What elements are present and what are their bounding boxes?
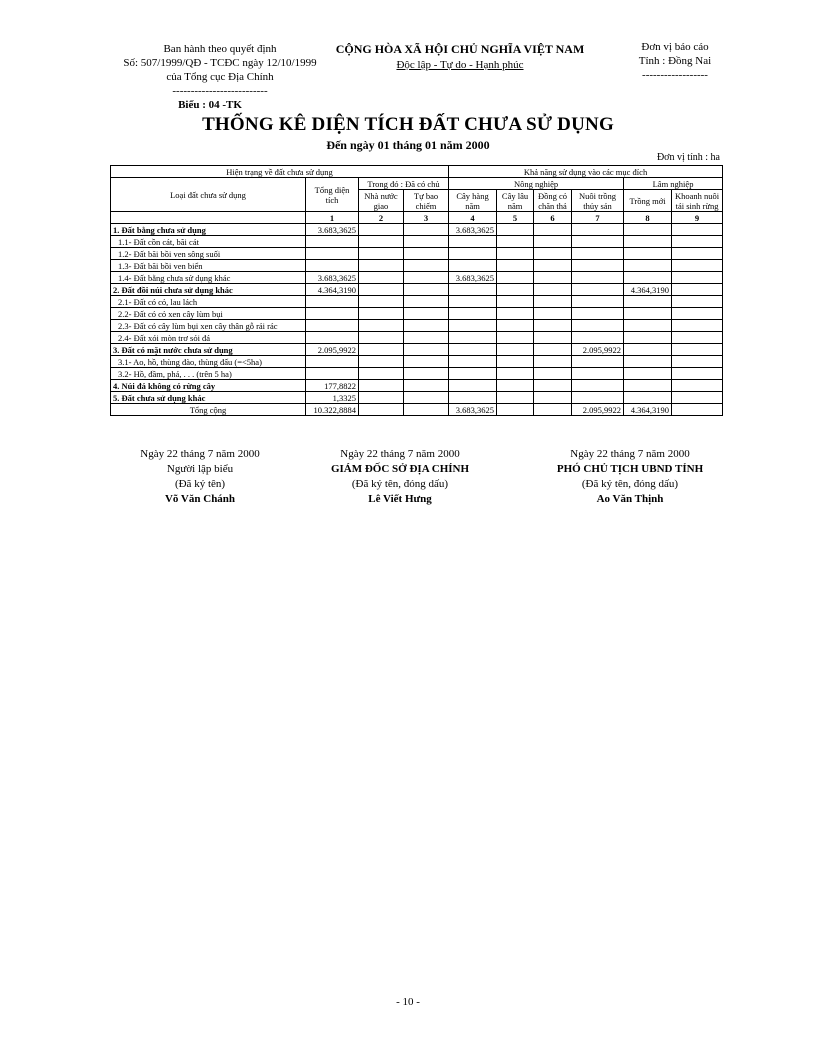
cell-col-3 xyxy=(404,344,449,356)
row-label: 4. Núi đá không có rừng cây xyxy=(111,380,306,392)
cell-col-8 xyxy=(624,224,672,236)
page-subtitle: Đến ngày 01 tháng 01 năm 2000 xyxy=(326,138,490,152)
col-num: 9 xyxy=(672,212,723,224)
cell-col-6 xyxy=(534,284,572,296)
issuance-line-3: của Tổng cục Địa Chính xyxy=(166,71,274,83)
cell-col-8: 4.364,3190 xyxy=(624,404,672,416)
col-regen-header: Khoanh nuôi tái sinh rừng xyxy=(672,190,723,212)
page-title: THỐNG KÊ DIỆN TÍCH ĐẤT CHƯA SỬ DỤNG xyxy=(202,114,614,135)
col-total-header: Tổng diện tích xyxy=(306,178,359,212)
cell-col-8 xyxy=(624,308,672,320)
cell-col-8 xyxy=(624,248,672,260)
col-state-header: Nhà nước giao xyxy=(359,190,404,212)
total-row xyxy=(111,404,723,416)
cell-col-9 xyxy=(672,248,723,260)
row-label: 1.3- Đất bãi bồi ven biển xyxy=(111,260,306,272)
cell-col-1 xyxy=(306,236,359,248)
header-row-groups xyxy=(111,166,723,178)
cell-col-1 xyxy=(306,308,359,320)
cell-col-7 xyxy=(572,380,624,392)
province-label: Tỉnh : Đồng Nai xyxy=(638,55,712,67)
cell-col-1 xyxy=(306,296,359,308)
cell-col-2 xyxy=(359,344,404,356)
cell-col-8 xyxy=(624,320,672,332)
row-label: 2.1- Đất có cỏ, lau lách xyxy=(111,296,306,308)
col-num: 6 xyxy=(534,212,572,224)
row-label: 1. Đất bằng chưa sử dụng xyxy=(111,224,306,236)
cell-col-4 xyxy=(449,260,497,272)
cell-col-3 xyxy=(404,272,449,284)
row-label: 3.1- Ao, hồ, thùng đào, thùng đấu (=<5ha) xyxy=(111,356,306,368)
signature-note: (Đã ký tên) xyxy=(174,478,226,490)
cell-col-4 xyxy=(449,236,497,248)
cell-col-5 xyxy=(497,224,534,236)
cell-col-2 xyxy=(359,236,404,248)
cell-col-2 xyxy=(359,272,404,284)
table-row xyxy=(111,356,723,368)
cell-col-8 xyxy=(624,236,672,248)
cell-col-2 xyxy=(359,404,404,416)
cell-col-7 xyxy=(572,260,624,272)
cell-col-9 xyxy=(672,368,723,380)
cell-col-9 xyxy=(672,308,723,320)
cell-col-2 xyxy=(359,356,404,368)
signature-role: GIÁM ĐỐC SỞ ĐỊA CHÍNH xyxy=(330,463,470,475)
col-perennial-header: Cây lâu năm xyxy=(497,190,534,212)
cell-col-7 xyxy=(572,272,624,284)
table-row xyxy=(111,344,723,356)
cell-col-8 xyxy=(624,344,672,356)
cell-col-2 xyxy=(359,260,404,272)
row-label: 2.2- Đất có cỏ xen cây lùm bụi xyxy=(111,308,306,320)
cell-col-9 xyxy=(672,356,723,368)
cell-col-5 xyxy=(497,296,534,308)
cell-col-6 xyxy=(534,332,572,344)
cell-col-2 xyxy=(359,308,404,320)
cell-col-3 xyxy=(404,404,449,416)
cell-col-7 xyxy=(572,392,624,404)
cell-col-5 xyxy=(497,308,534,320)
table-row xyxy=(111,272,723,284)
cell-col-8 xyxy=(624,260,672,272)
cell-col-9 xyxy=(672,392,723,404)
row-label: Tổng cộng xyxy=(111,404,306,416)
table-row xyxy=(111,260,723,272)
col-num: 2 xyxy=(359,212,404,224)
cell-col-2 xyxy=(359,248,404,260)
cell-col-5 xyxy=(497,344,534,356)
cell-col-5 xyxy=(497,368,534,380)
issuance-dashes: -------------------------- xyxy=(172,85,268,97)
cell-col-5 xyxy=(497,272,534,284)
cell-col-3 xyxy=(404,320,449,332)
cell-col-7 xyxy=(572,332,624,344)
table-row xyxy=(111,236,723,248)
cell-col-4: 3.683,3625 xyxy=(449,272,497,284)
cell-col-9 xyxy=(672,272,723,284)
col-num: 4 xyxy=(449,212,497,224)
cell-col-4: 3.683,3625 xyxy=(449,224,497,236)
col-num: 5 xyxy=(497,212,534,224)
cell-col-8 xyxy=(624,296,672,308)
cell-col-1: 10.322,8884 xyxy=(306,404,359,416)
cell-col-9 xyxy=(672,404,723,416)
cell-col-7 xyxy=(572,248,624,260)
cell-col-4 xyxy=(449,356,497,368)
cell-col-3 xyxy=(404,308,449,320)
issuance-block xyxy=(100,42,340,98)
land-statistics-table xyxy=(110,165,723,416)
cell-col-6 xyxy=(534,392,572,404)
table-row xyxy=(111,296,723,308)
group-assigned-header: Trong đó : Đã có chủ xyxy=(359,178,449,190)
cell-col-4 xyxy=(449,392,497,404)
cell-col-1: 4.364,3190 xyxy=(306,284,359,296)
signature-name: Võ Văn Chánh xyxy=(164,493,236,505)
cell-col-6 xyxy=(534,308,572,320)
cell-col-4 xyxy=(449,320,497,332)
cell-col-3 xyxy=(404,224,449,236)
cell-col-6 xyxy=(534,344,572,356)
table-row xyxy=(111,380,723,392)
reporting-unit-dashes: ------------------ xyxy=(642,69,708,81)
cell-col-1 xyxy=(306,368,359,380)
issuance-line-1: Ban hành theo quyết định xyxy=(163,43,277,55)
cell-col-5 xyxy=(497,248,534,260)
cell-col-3 xyxy=(404,296,449,308)
cell-col-5 xyxy=(497,380,534,392)
column-number-row xyxy=(111,212,723,224)
cell-col-4 xyxy=(449,344,497,356)
signature-note: (Đã ký tên, đóng dấu) xyxy=(581,478,679,490)
cell-col-7 xyxy=(572,368,624,380)
row-label: 5. Đất chưa sử dụng khác xyxy=(111,392,306,404)
cell-col-1: 2.095,9922 xyxy=(306,344,359,356)
cell-col-7: 2.095,9922 xyxy=(572,344,624,356)
cell-col-6 xyxy=(534,296,572,308)
cell-col-6 xyxy=(534,320,572,332)
col-aqua-header: Nuôi trồng thủy sản xyxy=(572,190,624,212)
republic-name: CỘNG HÒA XÃ HỘI CHỦ NGHĨA VIỆT NAM xyxy=(335,42,585,56)
signature-name: Ao Văn Thịnh xyxy=(596,493,664,505)
cell-col-3 xyxy=(404,392,449,404)
national-motto: Độc lập - Tự do - Hạnh phúc xyxy=(396,59,524,71)
cell-col-3 xyxy=(404,356,449,368)
table-row xyxy=(111,308,723,320)
cell-col-6 xyxy=(534,368,572,380)
cell-col-5 xyxy=(497,356,534,368)
cell-col-3 xyxy=(404,236,449,248)
cell-col-9 xyxy=(672,260,723,272)
cell-col-1 xyxy=(306,356,359,368)
cell-col-6 xyxy=(534,272,572,284)
cell-col-6 xyxy=(534,404,572,416)
row-label: 1.2- Đất bãi bồi ven sông suối xyxy=(111,248,306,260)
cell-col-6 xyxy=(534,248,572,260)
reporting-unit-label: Đơn vị báo cáo xyxy=(641,41,709,53)
cell-col-9 xyxy=(672,296,723,308)
cell-col-5 xyxy=(497,332,534,344)
cell-col-1: 177,8822 xyxy=(306,380,359,392)
cell-col-2 xyxy=(359,368,404,380)
cell-col-9 xyxy=(672,332,723,344)
signature-vice-chairman xyxy=(530,447,730,507)
cell-col-5 xyxy=(497,236,534,248)
cell-col-5 xyxy=(497,284,534,296)
header-row-subgroups xyxy=(111,178,723,190)
cell-col-9 xyxy=(672,344,723,356)
table-row xyxy=(111,248,723,260)
cell-col-9 xyxy=(672,224,723,236)
cell-col-5 xyxy=(497,260,534,272)
issuance-line-2: Số: 507/1999/QĐ - TCĐC ngày 12/10/1999 xyxy=(123,57,317,69)
cell-col-6 xyxy=(534,260,572,272)
cell-col-8 xyxy=(624,392,672,404)
table-row xyxy=(111,320,723,332)
cell-col-7 xyxy=(572,308,624,320)
cell-col-7 xyxy=(572,224,624,236)
cell-col-4 xyxy=(449,284,497,296)
cell-col-2 xyxy=(359,320,404,332)
cell-col-6 xyxy=(534,380,572,392)
row-label: 1.1- Đất cồn cát, bãi cát xyxy=(111,236,306,248)
cell-col-7 xyxy=(572,236,624,248)
cell-col-2 xyxy=(359,332,404,344)
cell-col-1: 3.683,3625 xyxy=(306,272,359,284)
signature-preparer xyxy=(110,447,290,507)
cell-col-3 xyxy=(404,248,449,260)
cell-col-8 xyxy=(624,356,672,368)
signature-director xyxy=(300,447,500,507)
cell-col-8 xyxy=(624,332,672,344)
unit-label: Đơn vị tính : ha xyxy=(656,152,720,163)
cell-col-2 xyxy=(359,380,404,392)
col-num: 8 xyxy=(624,212,672,224)
table-row xyxy=(111,224,723,236)
cell-col-5 xyxy=(497,404,534,416)
col-type-header: Loại đất chưa sử dụng xyxy=(111,178,306,212)
table-row xyxy=(111,392,723,404)
page-number: - 10 - xyxy=(396,996,420,1008)
group-ability-header: Khả năng sử dụng vào các mục đích xyxy=(449,166,723,178)
table-row xyxy=(111,368,723,380)
cell-col-1: 3.683,3625 xyxy=(306,224,359,236)
cell-col-4 xyxy=(449,248,497,260)
reporting-unit-block xyxy=(610,40,740,82)
form-code: Biểu : 04 -TK xyxy=(178,99,242,111)
signature-date: Ngày 22 tháng 7 năm 2000 xyxy=(340,448,460,460)
col-num-blank xyxy=(111,212,306,224)
cell-col-7 xyxy=(572,356,624,368)
row-label: 2.3- Đất có cây lùm bụi xen cây thân gỗ rải rác xyxy=(111,320,306,332)
signature-role: PHÓ CHỦ TỊCH UBND TỈNH xyxy=(556,463,704,475)
cell-col-7 xyxy=(572,296,624,308)
cell-col-4 xyxy=(449,368,497,380)
cell-col-9 xyxy=(672,236,723,248)
col-num: 7 xyxy=(572,212,624,224)
cell-col-7: 2.095,9922 xyxy=(572,404,624,416)
col-annual-header: Cây hàng năm xyxy=(449,190,497,212)
row-label: 2. Đất đồi núi chưa sử dụng khác xyxy=(111,284,306,296)
cell-col-9 xyxy=(672,380,723,392)
group-forest-header: Lâm nghiệp xyxy=(624,178,723,190)
cell-col-3 xyxy=(404,380,449,392)
signature-note: (Đã ký tên, đóng dấu) xyxy=(351,478,449,490)
cell-col-2 xyxy=(359,284,404,296)
cell-col-2 xyxy=(359,224,404,236)
cell-col-7 xyxy=(572,320,624,332)
row-label: 2.4- Đất xói mòn trơ sỏi đá xyxy=(111,332,306,344)
cell-col-4 xyxy=(449,308,497,320)
table-body xyxy=(111,224,723,416)
col-occupied-header: Tự bao chiếm xyxy=(404,190,449,212)
cell-col-3 xyxy=(404,332,449,344)
table-row xyxy=(111,332,723,344)
group-agri-header: Nông nghiệp xyxy=(449,178,624,190)
cell-col-8 xyxy=(624,272,672,284)
signature-date: Ngày 22 tháng 7 năm 2000 xyxy=(570,448,690,460)
cell-col-3 xyxy=(404,260,449,272)
cell-col-4 xyxy=(449,296,497,308)
group-current-header: Hiện trạng về đất chưa sử dụng xyxy=(111,166,449,178)
table-row xyxy=(111,284,723,296)
cell-col-6 xyxy=(534,356,572,368)
row-label: 1.4- Đất bằng chưa sử dụng khác xyxy=(111,272,306,284)
row-label: 3.2- Hồ, đầm, phá, . . . (trên 5 ha) xyxy=(111,368,306,380)
cell-col-3 xyxy=(404,368,449,380)
cell-col-4 xyxy=(449,380,497,392)
cell-col-3 xyxy=(404,284,449,296)
signature-role: Người lập biểu xyxy=(166,463,234,475)
cell-col-1 xyxy=(306,320,359,332)
cell-col-1 xyxy=(306,248,359,260)
cell-col-5 xyxy=(497,392,534,404)
national-header xyxy=(330,42,590,72)
col-num: 3 xyxy=(404,212,449,224)
cell-col-1: 1,3325 xyxy=(306,392,359,404)
cell-col-1 xyxy=(306,260,359,272)
cell-col-8 xyxy=(624,368,672,380)
cell-col-7 xyxy=(572,284,624,296)
cell-col-6 xyxy=(534,224,572,236)
cell-col-8 xyxy=(624,380,672,392)
signature-date: Ngày 22 tháng 7 năm 2000 xyxy=(140,448,260,460)
cell-col-4 xyxy=(449,332,497,344)
cell-col-4: 3.683,3625 xyxy=(449,404,497,416)
col-num: 1 xyxy=(306,212,359,224)
cell-col-2 xyxy=(359,296,404,308)
cell-col-2 xyxy=(359,392,404,404)
col-newplant-header: Trồng mới xyxy=(624,190,672,212)
col-pasture-header: Đồng cỏ chăn thả xyxy=(534,190,572,212)
cell-col-1 xyxy=(306,332,359,344)
signature-name: Lê Viết Hưng xyxy=(368,493,432,505)
cell-col-6 xyxy=(534,236,572,248)
cell-col-5 xyxy=(497,320,534,332)
row-label: 3. Đất có mặt nước chưa sử dụng xyxy=(111,344,306,356)
cell-col-9 xyxy=(672,284,723,296)
cell-col-9 xyxy=(672,320,723,332)
cell-col-8: 4.364,3190 xyxy=(624,284,672,296)
